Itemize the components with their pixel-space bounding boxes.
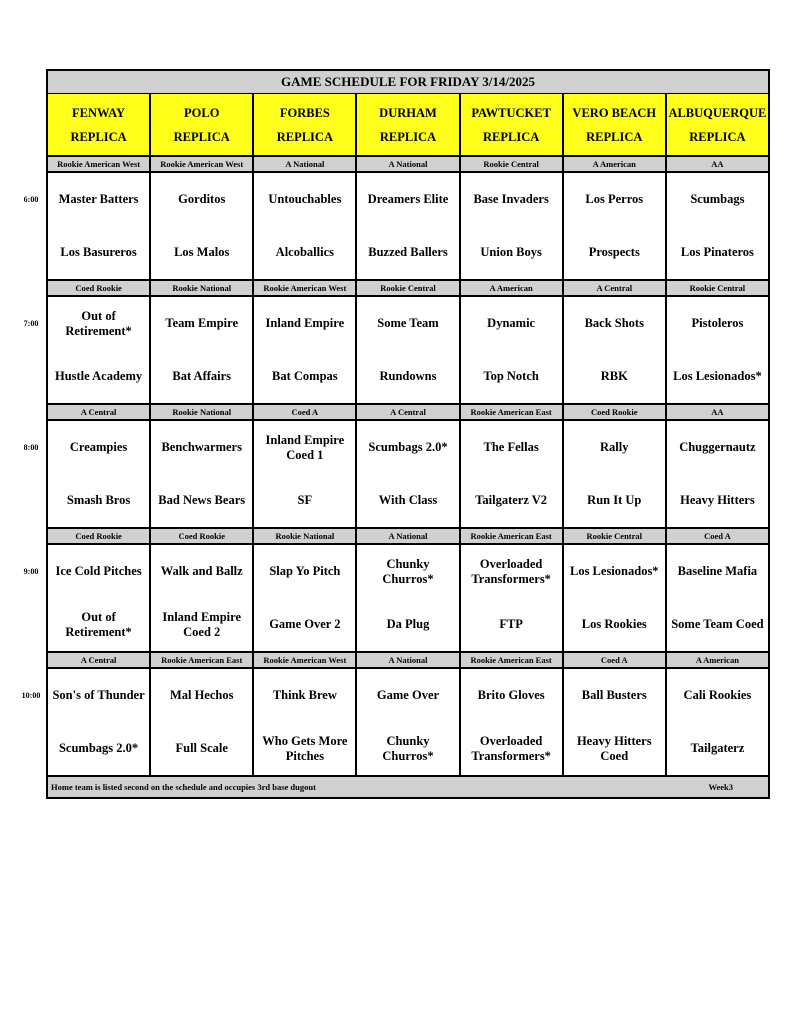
home-team: Out of Retirement* bbox=[65, 609, 132, 639]
away-team: Master Batters bbox=[58, 192, 139, 206]
division-label: Coed A bbox=[254, 405, 357, 419]
game-cell bbox=[254, 421, 357, 527]
home-team: Full Scale bbox=[175, 741, 228, 755]
game-cell bbox=[254, 297, 357, 403]
away-team: Chuggernautz bbox=[679, 440, 756, 454]
venue-name: DURHAM bbox=[379, 105, 437, 120]
away-team: Gorditos bbox=[178, 192, 226, 206]
away-team: Son's of Thunder bbox=[52, 688, 145, 702]
game-cell bbox=[667, 421, 768, 527]
home-team: Run It Up bbox=[587, 493, 642, 507]
game-cell bbox=[461, 173, 564, 279]
division-label: A National bbox=[254, 157, 357, 171]
venue-name: PAWTUCKET bbox=[471, 105, 551, 120]
home-team: Top Notch bbox=[483, 369, 539, 383]
away-team: Creampies bbox=[69, 440, 128, 454]
away-team: Ice Cold Pitches bbox=[55, 564, 142, 578]
away-team: Inland Empire Coed 1 bbox=[265, 432, 345, 462]
away-team: The Fellas bbox=[483, 440, 539, 454]
time-label: 9:00 bbox=[23, 567, 39, 576]
footer-row bbox=[48, 777, 768, 797]
venue-header bbox=[357, 94, 460, 155]
away-team: Inland Empire bbox=[265, 316, 345, 330]
away-team: Some Team bbox=[377, 316, 439, 330]
division-label: A Central bbox=[48, 653, 151, 667]
away-team: Los Lesionados* bbox=[569, 564, 659, 578]
venue-header bbox=[461, 94, 564, 155]
division-label: A National bbox=[357, 529, 460, 543]
game-row bbox=[48, 297, 768, 405]
game-cell bbox=[48, 297, 151, 403]
division-label: Rookie American East bbox=[461, 653, 564, 667]
home-team: Los Malos bbox=[174, 245, 230, 259]
away-team: Dynamic bbox=[487, 316, 536, 330]
division-label: Rookie Central bbox=[689, 283, 746, 293]
game-cell bbox=[461, 421, 564, 527]
division-row bbox=[48, 405, 768, 421]
division-label: A American bbox=[695, 655, 740, 665]
venue-subtitle: REPLICA bbox=[173, 129, 230, 144]
away-team: Out of Retirement* bbox=[65, 308, 132, 338]
away-team: Walk and Ballz bbox=[160, 564, 243, 578]
division-label: Coed A bbox=[564, 653, 667, 667]
division-label: Rookie Central bbox=[564, 529, 667, 543]
division-row bbox=[48, 529, 768, 545]
game-cell bbox=[564, 545, 667, 651]
division-label: A American bbox=[564, 157, 667, 171]
away-team: Cali Rookies bbox=[683, 688, 752, 702]
venue-header bbox=[254, 94, 357, 155]
venue-subtitle: REPLICA bbox=[379, 129, 437, 144]
home-team: Da Plug bbox=[386, 617, 430, 631]
division-row bbox=[48, 281, 768, 297]
away-team: Slap Yo Pitch bbox=[269, 564, 341, 578]
game-cell bbox=[151, 545, 254, 651]
venue-header bbox=[151, 94, 254, 155]
home-team: Overloaded Transformers* bbox=[471, 733, 551, 763]
division-label: Rookie American East bbox=[151, 653, 254, 667]
venue-header-row bbox=[48, 94, 768, 157]
game-cell bbox=[667, 297, 768, 403]
home-team: Alcoballics bbox=[275, 245, 335, 259]
division-label: Rookie National bbox=[151, 281, 254, 295]
home-team: Bat Compas bbox=[272, 369, 338, 383]
home-team: Los Pinateros bbox=[680, 245, 754, 259]
division-label: Rookie American West bbox=[254, 281, 357, 295]
division-label: Coed Rookie bbox=[48, 281, 151, 295]
game-cell bbox=[151, 669, 254, 775]
game-cell bbox=[357, 297, 460, 403]
division-row bbox=[48, 653, 768, 669]
home-team: Bat Affairs bbox=[172, 369, 232, 383]
home-team: Who Gets More Pitches bbox=[262, 733, 348, 763]
division-label: A Central bbox=[48, 405, 151, 419]
home-team: Hustle Academy bbox=[54, 369, 143, 383]
time-label: 10:00 bbox=[21, 691, 41, 700]
away-team: Game Over bbox=[376, 688, 440, 702]
division-label: A National bbox=[357, 157, 460, 171]
game-cell bbox=[461, 297, 564, 403]
venue-header bbox=[48, 94, 151, 155]
venue-name: FENWAY bbox=[72, 105, 126, 120]
home-team: Game Over 2 bbox=[269, 617, 341, 631]
home-team: Los Lesionados* bbox=[673, 369, 762, 383]
home-team: Heavy Hitters Coed bbox=[576, 733, 652, 763]
away-team: Ball Busters bbox=[581, 688, 647, 702]
home-team: FTP bbox=[499, 617, 523, 631]
home-team: With Class bbox=[378, 493, 438, 507]
venue-name: ALBUQUERQUE bbox=[668, 105, 767, 120]
game-cell bbox=[357, 173, 460, 279]
venue-subtitle: REPLICA bbox=[276, 129, 333, 144]
game-cell bbox=[48, 421, 151, 527]
game-cell bbox=[564, 173, 667, 279]
game-cell bbox=[461, 545, 564, 651]
division-label: Rookie National bbox=[254, 529, 357, 543]
game-cell bbox=[667, 545, 768, 651]
division-label: Coed Rookie bbox=[48, 529, 151, 543]
home-team: Tailgaterz V2 bbox=[475, 493, 548, 507]
home-team: Union Boys bbox=[480, 245, 542, 259]
division-label: Rookie American West bbox=[151, 157, 254, 171]
home-team: Scumbags 2.0* bbox=[58, 741, 139, 755]
venue-header bbox=[564, 94, 667, 155]
away-team: Mal Hechos bbox=[169, 688, 234, 702]
home-team: Rundowns bbox=[379, 369, 437, 383]
game-row bbox=[48, 669, 768, 777]
game-cell bbox=[151, 421, 254, 527]
division-label: Rookie Central bbox=[461, 157, 564, 171]
home-team: RBK bbox=[600, 369, 628, 383]
game-cell bbox=[151, 297, 254, 403]
away-team: Untouchables bbox=[268, 192, 342, 206]
venue-name: POLO bbox=[184, 105, 220, 120]
away-team: Dreamers Elite bbox=[367, 192, 449, 206]
week-label: Week3 bbox=[708, 782, 733, 792]
away-team: Think Brew bbox=[272, 688, 337, 702]
division-label: Rookie American East bbox=[461, 529, 564, 543]
game-cell bbox=[357, 545, 460, 651]
division-label: Coed A bbox=[704, 531, 731, 541]
away-team: Rally bbox=[600, 440, 629, 454]
home-team: Some Team Coed bbox=[671, 617, 764, 631]
game-cell bbox=[357, 421, 460, 527]
home-team: Chunky Churros* bbox=[382, 733, 434, 763]
away-team: Scumbags bbox=[690, 192, 745, 206]
venue-subtitle: REPLICA bbox=[70, 129, 127, 144]
footer-note: Home team is listed second on the schedule and occupies 3rd base dugout bbox=[51, 782, 316, 792]
division-label: AA bbox=[711, 407, 724, 417]
game-cell bbox=[151, 173, 254, 279]
game-row bbox=[48, 173, 768, 281]
away-team: Scumbags 2.0* bbox=[368, 440, 448, 454]
division-label: A Central bbox=[357, 405, 460, 419]
away-team: Baseline Mafia bbox=[677, 564, 758, 578]
schedule-table bbox=[46, 69, 770, 799]
venue-subtitle: REPLICA bbox=[586, 129, 643, 144]
division-label: Rookie American West bbox=[254, 653, 357, 667]
time-label: 8:00 bbox=[23, 443, 39, 452]
game-cell bbox=[564, 669, 667, 775]
game-cell bbox=[254, 669, 357, 775]
game-cell bbox=[48, 669, 151, 775]
division-label: Rookie National bbox=[151, 405, 254, 419]
game-cell bbox=[667, 669, 768, 775]
away-team: Base Invaders bbox=[473, 192, 549, 206]
away-team: Chunky Churros* bbox=[382, 556, 434, 586]
home-team: Los Rookies bbox=[581, 617, 647, 631]
division-label: AA bbox=[711, 159, 724, 169]
game-cell bbox=[564, 297, 667, 403]
away-team: Back Shots bbox=[584, 316, 644, 330]
division-label: A American bbox=[461, 281, 564, 295]
away-team: Benchwarmers bbox=[161, 440, 242, 454]
home-team: Bad News Bears bbox=[158, 493, 246, 507]
game-cell bbox=[254, 545, 357, 651]
division-label: Rookie Central bbox=[357, 281, 460, 295]
division-label: Coed Rookie bbox=[151, 529, 254, 543]
game-cell bbox=[48, 173, 151, 279]
division-row bbox=[48, 157, 768, 173]
venue-name: VERO BEACH bbox=[572, 105, 657, 120]
schedule-title: GAME SCHEDULE FOR FRIDAY 3/14/2025 bbox=[48, 71, 768, 94]
home-team: Buzzed Ballers bbox=[368, 245, 448, 259]
home-team: Prospects bbox=[588, 245, 640, 259]
game-cell bbox=[461, 669, 564, 775]
game-cell bbox=[667, 173, 768, 279]
time-label: 6:00 bbox=[23, 195, 39, 204]
away-team: Los Perros bbox=[585, 192, 644, 206]
home-team: Tailgaterz bbox=[690, 741, 745, 755]
division-label: A Central bbox=[564, 281, 667, 295]
home-team: Inland Empire Coed 2 bbox=[162, 609, 242, 639]
game-row bbox=[48, 421, 768, 529]
home-team: Los Basureros bbox=[60, 245, 137, 259]
game-cell bbox=[564, 421, 667, 527]
division-label: A National bbox=[357, 653, 460, 667]
venue-subtitle: REPLICA bbox=[483, 129, 540, 144]
game-cell bbox=[254, 173, 357, 279]
away-team: Team Empire bbox=[165, 316, 238, 330]
division-label: Rookie American East bbox=[461, 405, 564, 419]
home-team: SF bbox=[297, 493, 313, 507]
home-team: Heavy Hitters bbox=[680, 493, 755, 507]
game-cell bbox=[48, 545, 151, 651]
venue-subtitle: REPLICA bbox=[689, 129, 746, 144]
time-label: 7:00 bbox=[23, 319, 39, 328]
away-team: Pistoleros bbox=[691, 316, 744, 330]
away-team: Overloaded Transformers* bbox=[471, 556, 551, 586]
venue-header bbox=[667, 94, 768, 155]
division-label: Coed Rookie bbox=[564, 405, 667, 419]
home-team: Smash Bros bbox=[66, 493, 131, 507]
game-cell bbox=[357, 669, 460, 775]
away-team: Brito Gloves bbox=[477, 688, 545, 702]
time-slots bbox=[48, 157, 768, 777]
division-label: Rookie American West bbox=[48, 157, 151, 171]
game-row bbox=[48, 545, 768, 653]
venue-name: FORBES bbox=[279, 105, 330, 120]
